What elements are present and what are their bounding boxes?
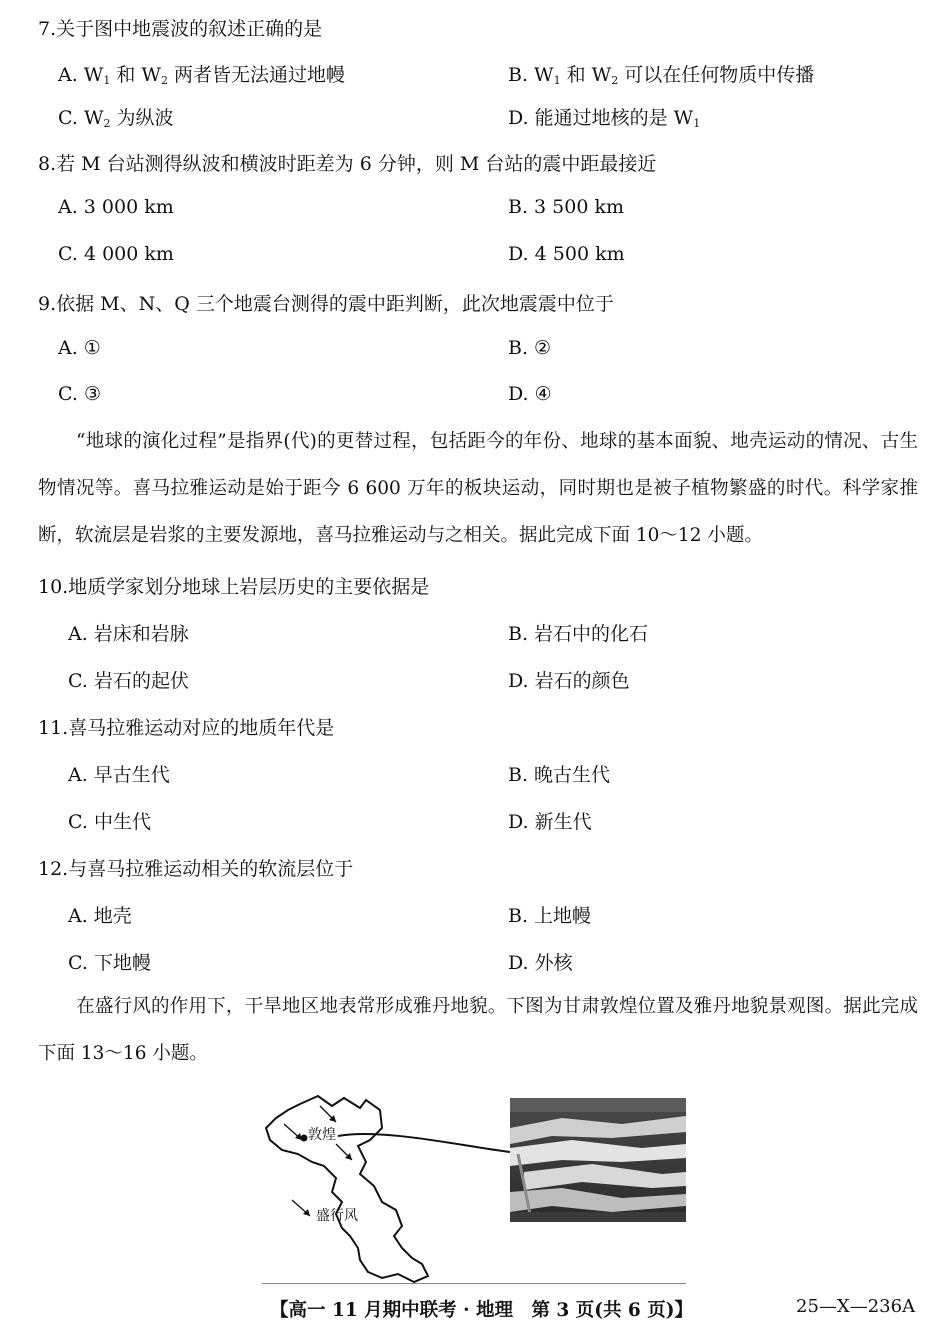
footer-rule: [262, 1283, 686, 1284]
legend-wind-label: 盛行风: [316, 1208, 358, 1224]
question-10-option-c: C. 岩石的起伏: [68, 670, 189, 692]
page-footer: 【高一 11 月期中联考 · 地理 第 3 页(共 6 页)】: [270, 1300, 693, 1321]
question-8-stem: 8.若 M 台站测得纵波和横波时距差为 6 分钟，则 M 台站的震中距最接近: [38, 153, 657, 175]
question-11-option-c: C. 中生代: [68, 811, 151, 833]
question-12-option-a: A. 地壳: [68, 905, 132, 927]
question-9-stem: 9.依据 M、N、Q 三个地震台测得的震中距判断，此次地震震中位于: [38, 293, 614, 315]
gansu-outline: [266, 1096, 428, 1282]
question-9-option-c: C. ③: [58, 383, 101, 405]
question-12-option-d: D. 外核: [508, 952, 573, 974]
passage-himalaya: “地球的演化过程”是指界(代)的更替过程，包括距今的年份、地球的基本面貌、地壳运动的情况、古生物情况等。喜马拉雅运动是始于距今 6 600 万年的板块运动，同时期也是被子植物繁盛的时代。科学家推断，软流层是岩浆的主要发源地，喜马拉雅运动与之相关。据此完成下面 10～12 小题。: [38, 431, 918, 546]
question-11-stem: 11.喜马拉雅运动对应的地质年代是: [38, 717, 335, 739]
question-12-option-c: C. 下地幔: [68, 952, 151, 974]
question-10-stem: 10.地质学家划分地球上岩层历史的主要依据是: [38, 576, 430, 598]
question-10-option-d: D. 岩石的颜色: [508, 670, 630, 692]
question-8-option-d: D. 4 500 km: [508, 243, 625, 265]
question-8-option-b: B. 3 500 km: [508, 196, 625, 218]
exam-code: 25—X—236A: [796, 1296, 916, 1317]
question-8-option-c: C. 4 000 km: [58, 243, 174, 265]
dunhuang-label: 敦煌: [308, 1127, 336, 1143]
question-11-option-a: A. 早古生代: [68, 764, 170, 786]
question-9-option-a: A. ①: [58, 337, 101, 359]
question-8-option-a: A. 3 000 km: [58, 196, 174, 218]
question-9-option-d: D. ④: [508, 383, 552, 405]
question-11-option-b: B. 晚古生代: [508, 764, 611, 786]
question-11-option-d: D. 新生代: [508, 811, 592, 833]
question-7-option-a: A. $W_1$ 和 $W_2$ 两者皆无法通过地幔: [58, 64, 345, 87]
question-10-option-b: B. 岩石中的化石: [508, 623, 649, 645]
question-9-option-b: B. ②: [508, 337, 552, 359]
question-12-option-b: B. 上地幔: [508, 905, 592, 927]
dunhuang-map-figure: [262, 1088, 690, 1284]
question-7-option-d: D. 能通过地核的是 $W_1$: [508, 107, 701, 130]
question-7-option-b: B. $W_1$ 和 $W_2$ 可以在任何物质中传播: [508, 64, 815, 87]
passage-yardang: 在盛行风的作用下，干旱地区地表常形成雅丹地貌。下图为甘肃敦煌位置及雅丹地貌景观图。据此完成下面 13～16 小题。: [38, 996, 918, 1064]
question-7-stem: 7.关于图中地震波的叙述正确的是: [38, 18, 323, 40]
question-10-option-a: A. 岩床和岩脉: [68, 623, 189, 645]
yardang-photo: [510, 1098, 686, 1222]
question-12-stem: 12.与喜马拉雅运动相关的软流层位于: [38, 858, 354, 880]
figure-svg: [262, 1088, 690, 1284]
dunhuang-dot: [301, 1135, 308, 1142]
question-7-option-c: C. $W_2$ 为纵波: [58, 107, 174, 130]
